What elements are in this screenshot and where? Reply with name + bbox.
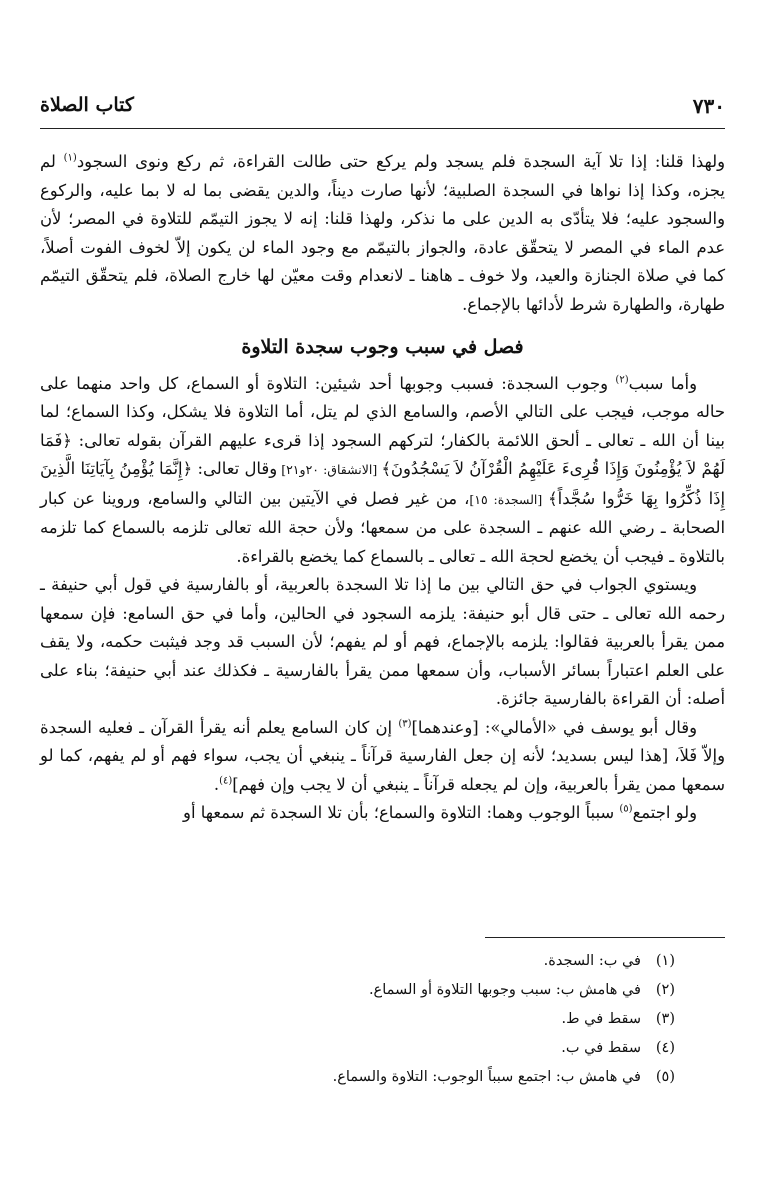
paragraph-5-text: ولو اجتمع bbox=[632, 803, 697, 822]
footnote-number: (١) bbox=[655, 953, 675, 969]
paragraph-1 bbox=[40, 148, 725, 319]
footnote-number: (٢) bbox=[655, 982, 675, 998]
book-title: كتاب الصلاة bbox=[40, 94, 134, 116]
section-heading: فصل في سبب وجوب سجدة التلاوة bbox=[241, 336, 524, 358]
quran-ref-2: [السجدة: ١٥] bbox=[469, 491, 549, 507]
footnote bbox=[200, 976, 675, 1005]
quran-ref-1: [الانشقاق: ٢٠و٢١] bbox=[277, 462, 382, 477]
paragraph-2-text: وأما سبب bbox=[628, 373, 697, 393]
footnote-ref-4: (٤) bbox=[219, 775, 233, 787]
main-text bbox=[40, 148, 725, 828]
paragraph-2-text-mid: وقال تعالى: bbox=[192, 459, 278, 478]
paragraph-5 bbox=[40, 799, 725, 828]
footnote-divider bbox=[485, 937, 725, 938]
footnote-number: (٣) bbox=[655, 1011, 675, 1027]
footnote bbox=[200, 1063, 675, 1092]
footnote-number: (٥) bbox=[655, 1069, 675, 1085]
paragraph-1-text: ولهذا قلنا: إذا تلا آية السجدة فلم يسجد ولم يركع حتى طالت القراءة، ثم ركع ونوى السجود bbox=[76, 152, 725, 171]
page-number: ٧٣٠ bbox=[692, 94, 725, 118]
footnote-ref-3: (٣) bbox=[398, 718, 412, 730]
quran-verse-2: ﴿إِنَّمَا يُؤْمِنُ بِآيَاتِنَا الَّذِينَ إِذَا ذُكِّرُوا بِهَا خَرُّوا سُجَّداً﴾ bbox=[40, 459, 726, 508]
footnote-ref-5: (٥) bbox=[619, 803, 633, 815]
footnote bbox=[200, 1005, 675, 1034]
footnote-text: في ب: السجدة. bbox=[543, 953, 641, 969]
footnote-text: سقط في ب. bbox=[561, 1040, 641, 1056]
footnote-ref-2: (٢) bbox=[615, 374, 629, 386]
footnote bbox=[200, 947, 675, 976]
footnote-text: سقط في ط. bbox=[561, 1011, 641, 1027]
paragraph-2 bbox=[40, 370, 725, 572]
quran-verse-1: ﴿فَمَا لَهُمْ لاَ يُؤْمِنُونَ وَإِذَا قُرِىءَ عَلَيْهِمُ الْقُرْآنُ لاَ يَسْجُدُونَ﴾ bbox=[40, 430, 725, 478]
paragraph-3: ويستوي الجواب في حق التالي بين ما إذا تلا السجدة بالعربية، أو بالفارسية في قول أبي حنيفة ـ رحمه الله تعالى ـ حتى قال أبو حنيفة: يلزمه السجود في الحالين، وأما في حق السامع: فإن سمعها ممن يقرأ بالعربية فقالوا: يلزمه بالإجماع، فهم أو لم يفهم؛ لأن السبب قد وجد فيثبت حكمه، ولا يقف على العلم اعتباراً بسائر الأسباب، وأن سمعها ممن يقرأ بالفارسية ـ فكذلك عند أبي حنيفة؛ بناء على أصله: أن القراءة بالفارسية جائزة. bbox=[40, 575, 725, 708]
paragraph-4-text-cont: إن كان السامع يعلم أنه يقرأ القرآن ـ فعليه السجدة وإلاّ فَلاَ، [هذا ليس بسديد؛ لأنه إن جعل الفارسية قرآناً ـ ينبغي أن يجب، سواء فهم أو لم يفهم، كما لو سمعها ممن يقرأ بالعربية، وإن لم يجعله قرآناً ـ ينبغي أن لا يجب وإن فهم] bbox=[40, 717, 725, 794]
footnote bbox=[200, 1034, 675, 1063]
footnote-number: (٤) bbox=[655, 1040, 675, 1056]
paragraph-5-text-cont: سبباً الوجوب وهما: التلاوة والسماع؛ بأن تلا السجدة ثم سمعها أو bbox=[183, 803, 620, 822]
page-header bbox=[40, 94, 725, 124]
header-divider bbox=[40, 128, 725, 129]
paragraph-4-text: وقال أبو يوسف في «الأمالي»: [وعندهما] bbox=[411, 717, 697, 737]
paragraph-2-text-cont: وجوب السجدة: فسبب وجوبها أحد شيئين: التلاوة أو السماع، كل واحد منهما على حاله موجب، فيجب على التالي الأصم، والسامع الذي لم يتل، أما التلاوة فلا يشكل، وكذا السماع؛ لما بينا أن الله ـ تعالى ـ ألحق اللائمة بالكفار؛ لتركهم السجود إذا قرىء عليهم القرآن بقوله تعالى: bbox=[40, 373, 725, 450]
footnote-ref-1: (١) bbox=[63, 152, 77, 164]
paragraph-1-text-cont: لم يجزه، وكذا إذا نواها في السجدة الصلبية؛ لأنها صارت ديناً، والدين يقضى بما له لا بما عليه، والركوع والسجود عليه؛ فلا يتأدّى به الدين على ما نذكر، ولهذا قلنا: إنه لا يجوز التيمّم للتلاوة في المصر؛ لأن عدم الماء في المصر لا يتحقّق عادة، والجواز بالتيمّم مع وجود الماء لن يكون إلاّ لخوف الفوت أصلاً، كما في صلاة الجنازة والعيد، ولا خوف ـ هاهنا ـ لانعدام وقت معيّن لها خارج الصلاة، فلم يتحقّق التيمّم طهارة، والطهارة شرط لأدائها بالإجماع. bbox=[40, 152, 725, 314]
paragraph-4 bbox=[40, 714, 725, 800]
paragraph-4-text-end: . bbox=[213, 774, 220, 794]
footnotes bbox=[200, 947, 675, 1092]
footnote-text: في هامش ب: سبب وجوبها التلاوة أو السماع. bbox=[368, 982, 641, 998]
footnote-text: في هامش ب: اجتمع سبباً الوجوب: التلاوة والسماع. bbox=[332, 1069, 641, 1085]
paragraph-2-text-end: ، من غير فصل في الآيتين بين التالي والسامع، وروينا عن كبار الصحابة ـ رضي الله عنهم ـ السجدة على من سمعها؛ ولأن حجة الله تعالى تلزمه بالسماع كما تلزمه بالتلاوة ـ فيجب أن يخضع لحجة الله ـ تعالى ـ بالسماع كما يخضع بالقراءة. bbox=[40, 488, 725, 566]
